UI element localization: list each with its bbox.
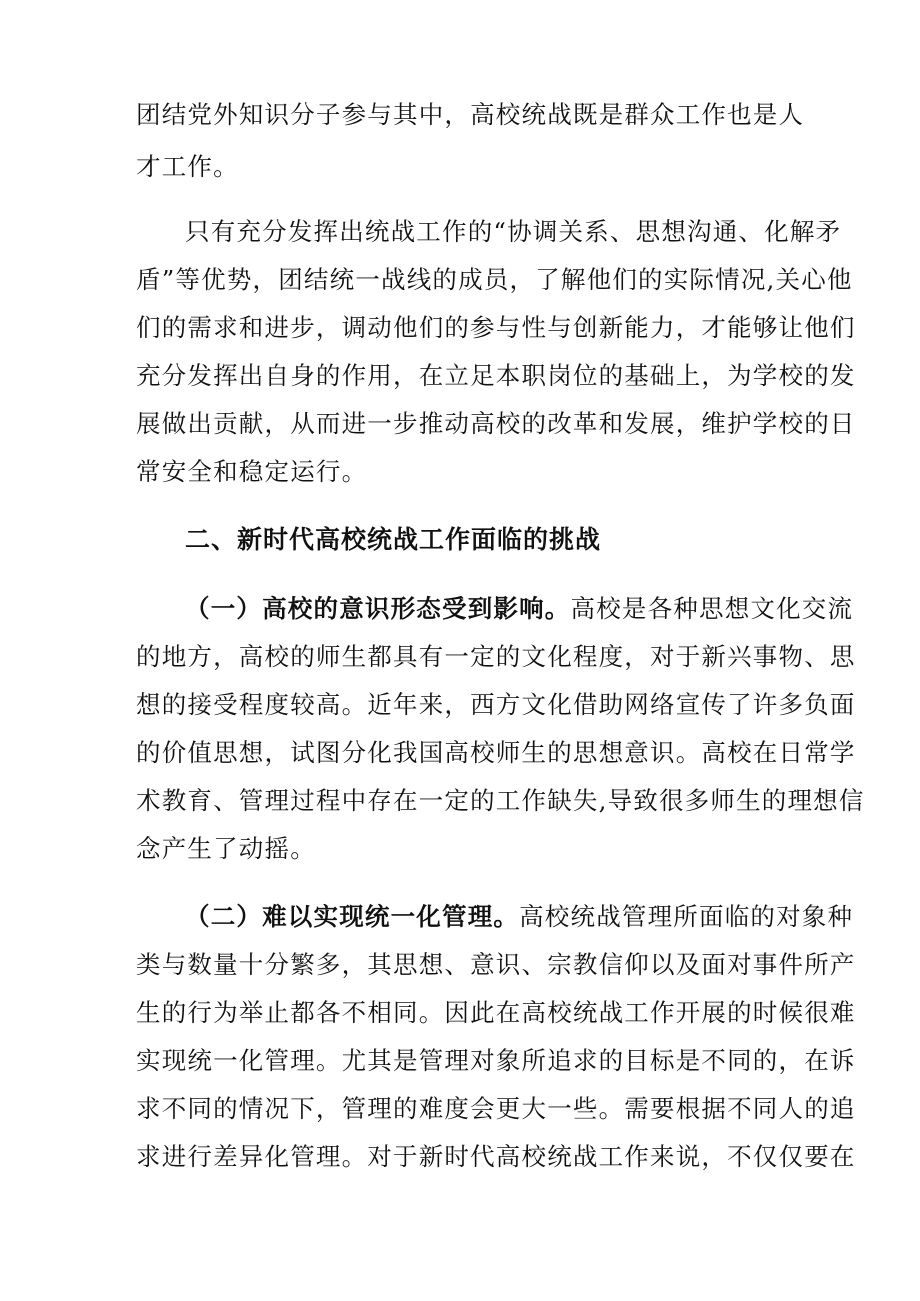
paragraph-4-first-line-rest: 高校统战管理所面临的对象种 [519,902,854,931]
paragraph-2-line-6: 常安全和稳定运行。 [136,457,368,486]
paragraph-4-line-2: 类与数量十分繁多，其思想、意识、宗教信仰以及面对事件所产 [136,950,856,979]
paragraph-2-line-1: 只有充分发挥出统战工作的“协调关系、思想沟通、化解矛 [185,217,842,246]
paragraph-3-first-line-rest: 高校是各种思想文化交流 [570,594,854,623]
section-heading: 二、新时代高校统战工作面临的挑战 [185,525,602,554]
paragraph-1-line-2: 才工作。 [136,152,239,181]
paragraph-2-line-5: 展做出贡献，从而进一步推动高校的改革和发展，维护学校的日 [136,409,856,438]
paragraph-4-line-3: 生的行为举止都各不相同。因此在高校统战工作开展的时候很难 [136,998,856,1027]
paragraph-3-line-4: 的价值思想，试图分化我国高校师生的思想意识。高校在日常学 [136,738,856,767]
paragraph-3-line-3: 想的接受程度较高。近年来，西方文化借助网络宣传了许多负面 [136,690,856,719]
paragraph-1-line-1: 团结党外知识分子参与其中，高校统战既是群众工作也是人 [136,100,805,129]
paragraph-3-line-6: 念产生了动摇。 [136,834,316,863]
paragraph-4-line-5: 求不同的情况下，管理的难度会更大一些。需要根据不同人的追 [136,1094,856,1123]
paragraph-3-line-2: 的地方，高校的师生都具有一定的文化程度，对于新兴事物、思 [136,642,856,671]
paragraph-2-line-2: 盾”等优势，团结统一战线的成员，了解他们的实际情况,关心他 [136,265,853,294]
paragraph-2-line-3: 们的需求和进步，调动他们的参与性与创新能力，才能够让他们 [136,313,856,342]
paragraph-4-line-1 [185,902,853,932]
paragraph-4-lead: （二）难以实现统一化管理。 [185,902,520,931]
paragraph-2-line-4: 充分发挥出自身的作用，在立足本职岗位的基础上，为学校的发 [136,361,856,390]
paragraph-3-line-1 [185,594,853,624]
paragraph-3-line-5: 术教育、管理过程中存在一定的工作缺失,导致很多师生的理想信 [136,786,865,815]
paragraph-4-line-6: 求进行差异化管理。对于新时代高校统战工作来说，不仅仅要在 [136,1142,856,1171]
paragraph-3-lead: （一）高校的意识形态受到影响。 [185,594,571,623]
paragraph-4-line-4: 实现统一化管理。尤其是管理对象所追求的目标是不同的，在诉 [136,1046,856,1075]
